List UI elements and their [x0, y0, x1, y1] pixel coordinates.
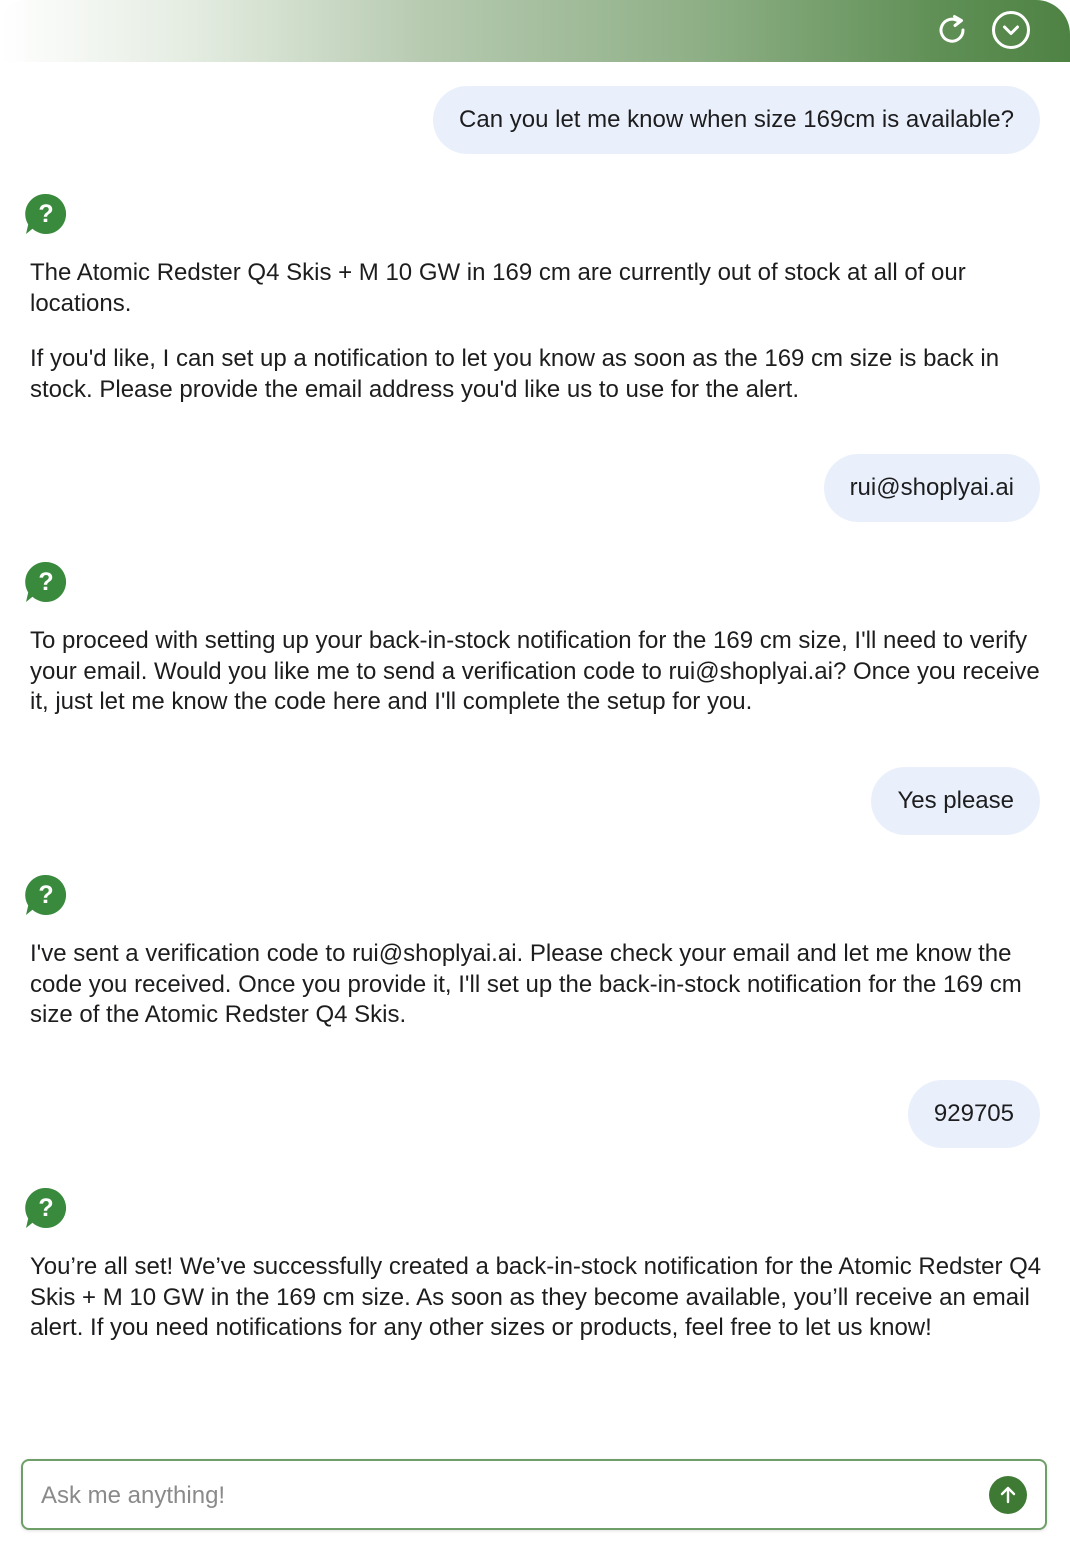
collapse-button[interactable] [991, 10, 1031, 50]
arrow-up-icon [997, 1484, 1019, 1506]
chat-header [0, 0, 1070, 62]
assistant-message [30, 1252, 1050, 1344]
assistant-message [30, 939, 1050, 1031]
message-paragraph: If you'd like, I can set up a notification to let you know as soon as the 169 cm size is back in stock. Please provide the email address you'd like us to use for the alert. [30, 345, 1000, 403]
message-paragraph: I've sent a verification code to rui@shoplyai.ai. Please check your email and let me know the code you received. Once you provide it, I'll set up the back-in-stock notification for the 169 cm size of the Atomic Redster Q4 Skis. [30, 940, 1022, 1028]
assistant-message [30, 258, 1050, 405]
user-message: rui@shoplyai.ai [824, 454, 1040, 522]
user-message: Can you let me know when size 169cm is available? [433, 86, 1040, 154]
assistant-message [30, 626, 1050, 718]
user-message: 929705 [908, 1080, 1040, 1148]
refresh-button[interactable] [932, 10, 972, 50]
svg-text:?: ? [38, 1194, 54, 1222]
message-composer [21, 1459, 1047, 1530]
chevron-down-circle-icon [991, 10, 1031, 50]
help-bubble-icon [25, 874, 67, 916]
svg-text:?: ? [38, 200, 54, 228]
message-paragraph: You’re all set! We’ve successfully created a back-in-stock notification for the Atomic Redster Q4 Skis + M 10 GW in the 169 cm size. As soon as they become available, you’ll receive an email alert. If you need notifications for any other sizes or products, feel free to let us know! [30, 1253, 1042, 1341]
help-bubble-icon [25, 1187, 67, 1229]
svg-text:?: ? [38, 881, 54, 909]
refresh-icon [934, 12, 970, 48]
help-bubble-icon [25, 193, 67, 235]
message-input[interactable] [39, 1461, 983, 1530]
help-bubble-icon [25, 561, 67, 603]
send-button[interactable] [989, 1476, 1027, 1514]
message-paragraph: To proceed with setting up your back-in-stock notification for the 169 cm size, I'll need to verify your email. Would you like me to send a verification code to rui@shoplyai.ai? Once you receive it, just let me know the code here and I'll complete the setup for you. [30, 627, 1040, 715]
user-message: Yes please [871, 767, 1040, 835]
message-paragraph: The Atomic Redster Q4 Skis + M 10 GW in 169 cm are currently out of stock at all of our locations. [30, 259, 966, 317]
svg-text:?: ? [38, 568, 54, 596]
